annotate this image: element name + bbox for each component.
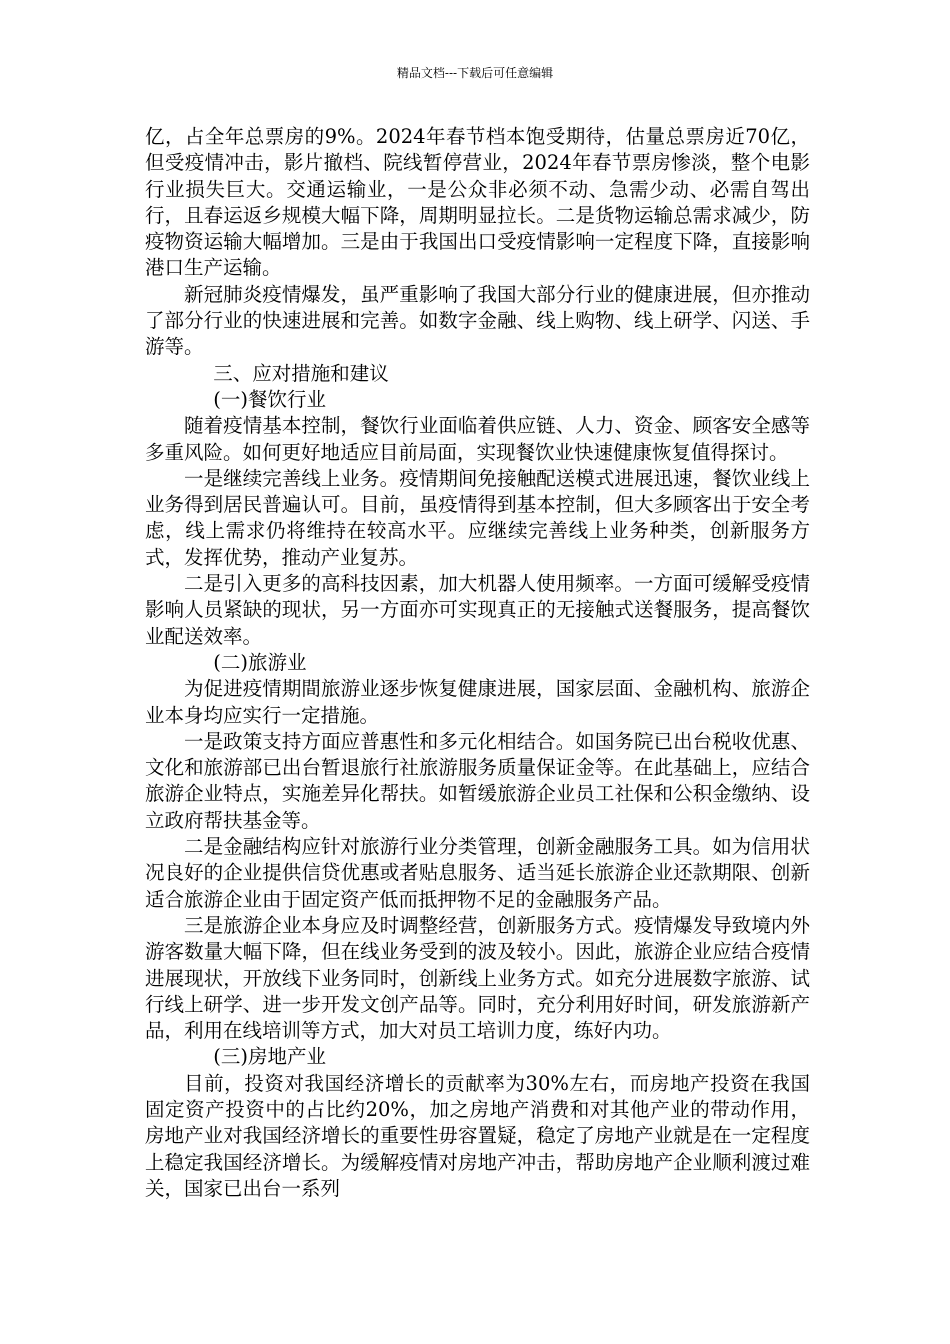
subsection-heading-real-estate: (三)房地产业 <box>213 1045 326 1069</box>
section-heading-measures: 三、应对措施和建议 <box>213 361 389 385</box>
paragraph-covid-impact: 新冠肺炎疫情爆发，虽严重影响了我国大部分行业的健康进展，但亦推动了部分行业的快速进展和完善。如数字金融、线上购物、线上研学、闪送、手游等。 <box>145 282 810 359</box>
document-body <box>145 124 810 1202</box>
subsection-heading-tourism: (二)旅游业 <box>213 650 307 674</box>
page-header: 精品文档---下载后可任意编辑 <box>396 66 554 80</box>
paragraph-catering-tech: 二是引入更多的高科技因素，加大机器人使用频率。一方面可缓解受疫情影响人员紧缺的现状，另一方面亦可实现真正的无接触式送餐服务，提高餐饮业配送效率。 <box>145 572 810 648</box>
paragraph-tourism-finance: 二是金融结构应针对旅游行业分类管理，创新金融服务工具。如为信用状况良好的企业提供信贷优惠或者贴息服务、适当延长旅游企业还款期限、创新适合旅游企业由于固定资产低而抵押物不足的金融服务产品。 <box>145 835 810 911</box>
paragraph-tourism-intro: 为促进疫情期間旅游业逐步恢复健康进展，国家层面、金融机构、旅游企业本身均应实行一定措施。 <box>145 677 810 727</box>
paragraph-catering-online: 一是继续完善线上业务。疫情期间免接触配送模式进展迅速，餐饮业线上业务得到居民普遍认可。目前，虽疫情得到基本控制，但大多顾客出于安全考虑，线上需求仍将维持在较高水平。应继续完善线上业务种类，创新服务方式，发挥优势，推动产业复苏。 <box>145 466 810 569</box>
paragraph-real-estate: 目前，投资对我国经济增长的贡献率为30%左右，而房地产投资在我国固定资产投资中的占比约20%，加之房地产消费和对其他产业的带动作用，房地产业对我国经济增长的重要性毋容置疑，稳定了房地产业就是在一定程度上稳定我国经济增长。为缓解疫情对房地产冲击，帮助房地产企业顺利渡过难关，国家已出台一系列 <box>145 1071 810 1200</box>
paragraph-continuation: 亿，占全年总票房的9%。2024年春节档本饱受期待，估量总票房近70亿，但受疫情冲击，影片撤档、院线暂停营业，2024年春节票房惨淡，整个电影行业损失巨大。交通运输业，一是公众非必须不动、急需少动、必需自驾出行，且春运返乡规模大幅下降，周期明显拉长。二是货物运输总需求减少，防疫物资运输大幅增加。三是由于我国出口受疫情影响一定程度下降，直接影响港口生产运输。 <box>145 125 810 280</box>
subsection-heading-catering: (一)餐饮行业 <box>213 387 326 411</box>
paragraph-catering-intro: 随着疫情基本控制，餐饮行业面临着供应链、人力、资金、顾客安全感等多重风险。如何更好地适应目前局面，实现餐饮业快速健康恢复值得探讨。 <box>145 414 810 464</box>
paragraph-tourism-operations: 三是旅游企业本身应及时调整经营，创新服务方式。疫情爆发导致境内外游客数量大幅下降，但在线业务受到的波及较小。因此，旅游企业应结合疫情进展现状，开放线下业务同时，创新线上业务方式。如充分进展数字旅游、试行线上研学、进一步开发文创产品等。同时，充分利用好时间，研发旅游新产品，利用在线培训等方式，加大对员工培训力度，练好内功。 <box>145 913 810 1043</box>
paragraph-tourism-policy: 一是政策支持方面应普惠性和多元化相结合。如国务院已出台税收优惠、文化和旅游部已出台暂退旅行社旅游服务质量保证金等。在此基础上，应结合旅游企业特点，实施差异化帮扶。如暂缓旅游企业员工社保和公积金缴纳、设立政府帮扶基金等。 <box>145 729 810 832</box>
